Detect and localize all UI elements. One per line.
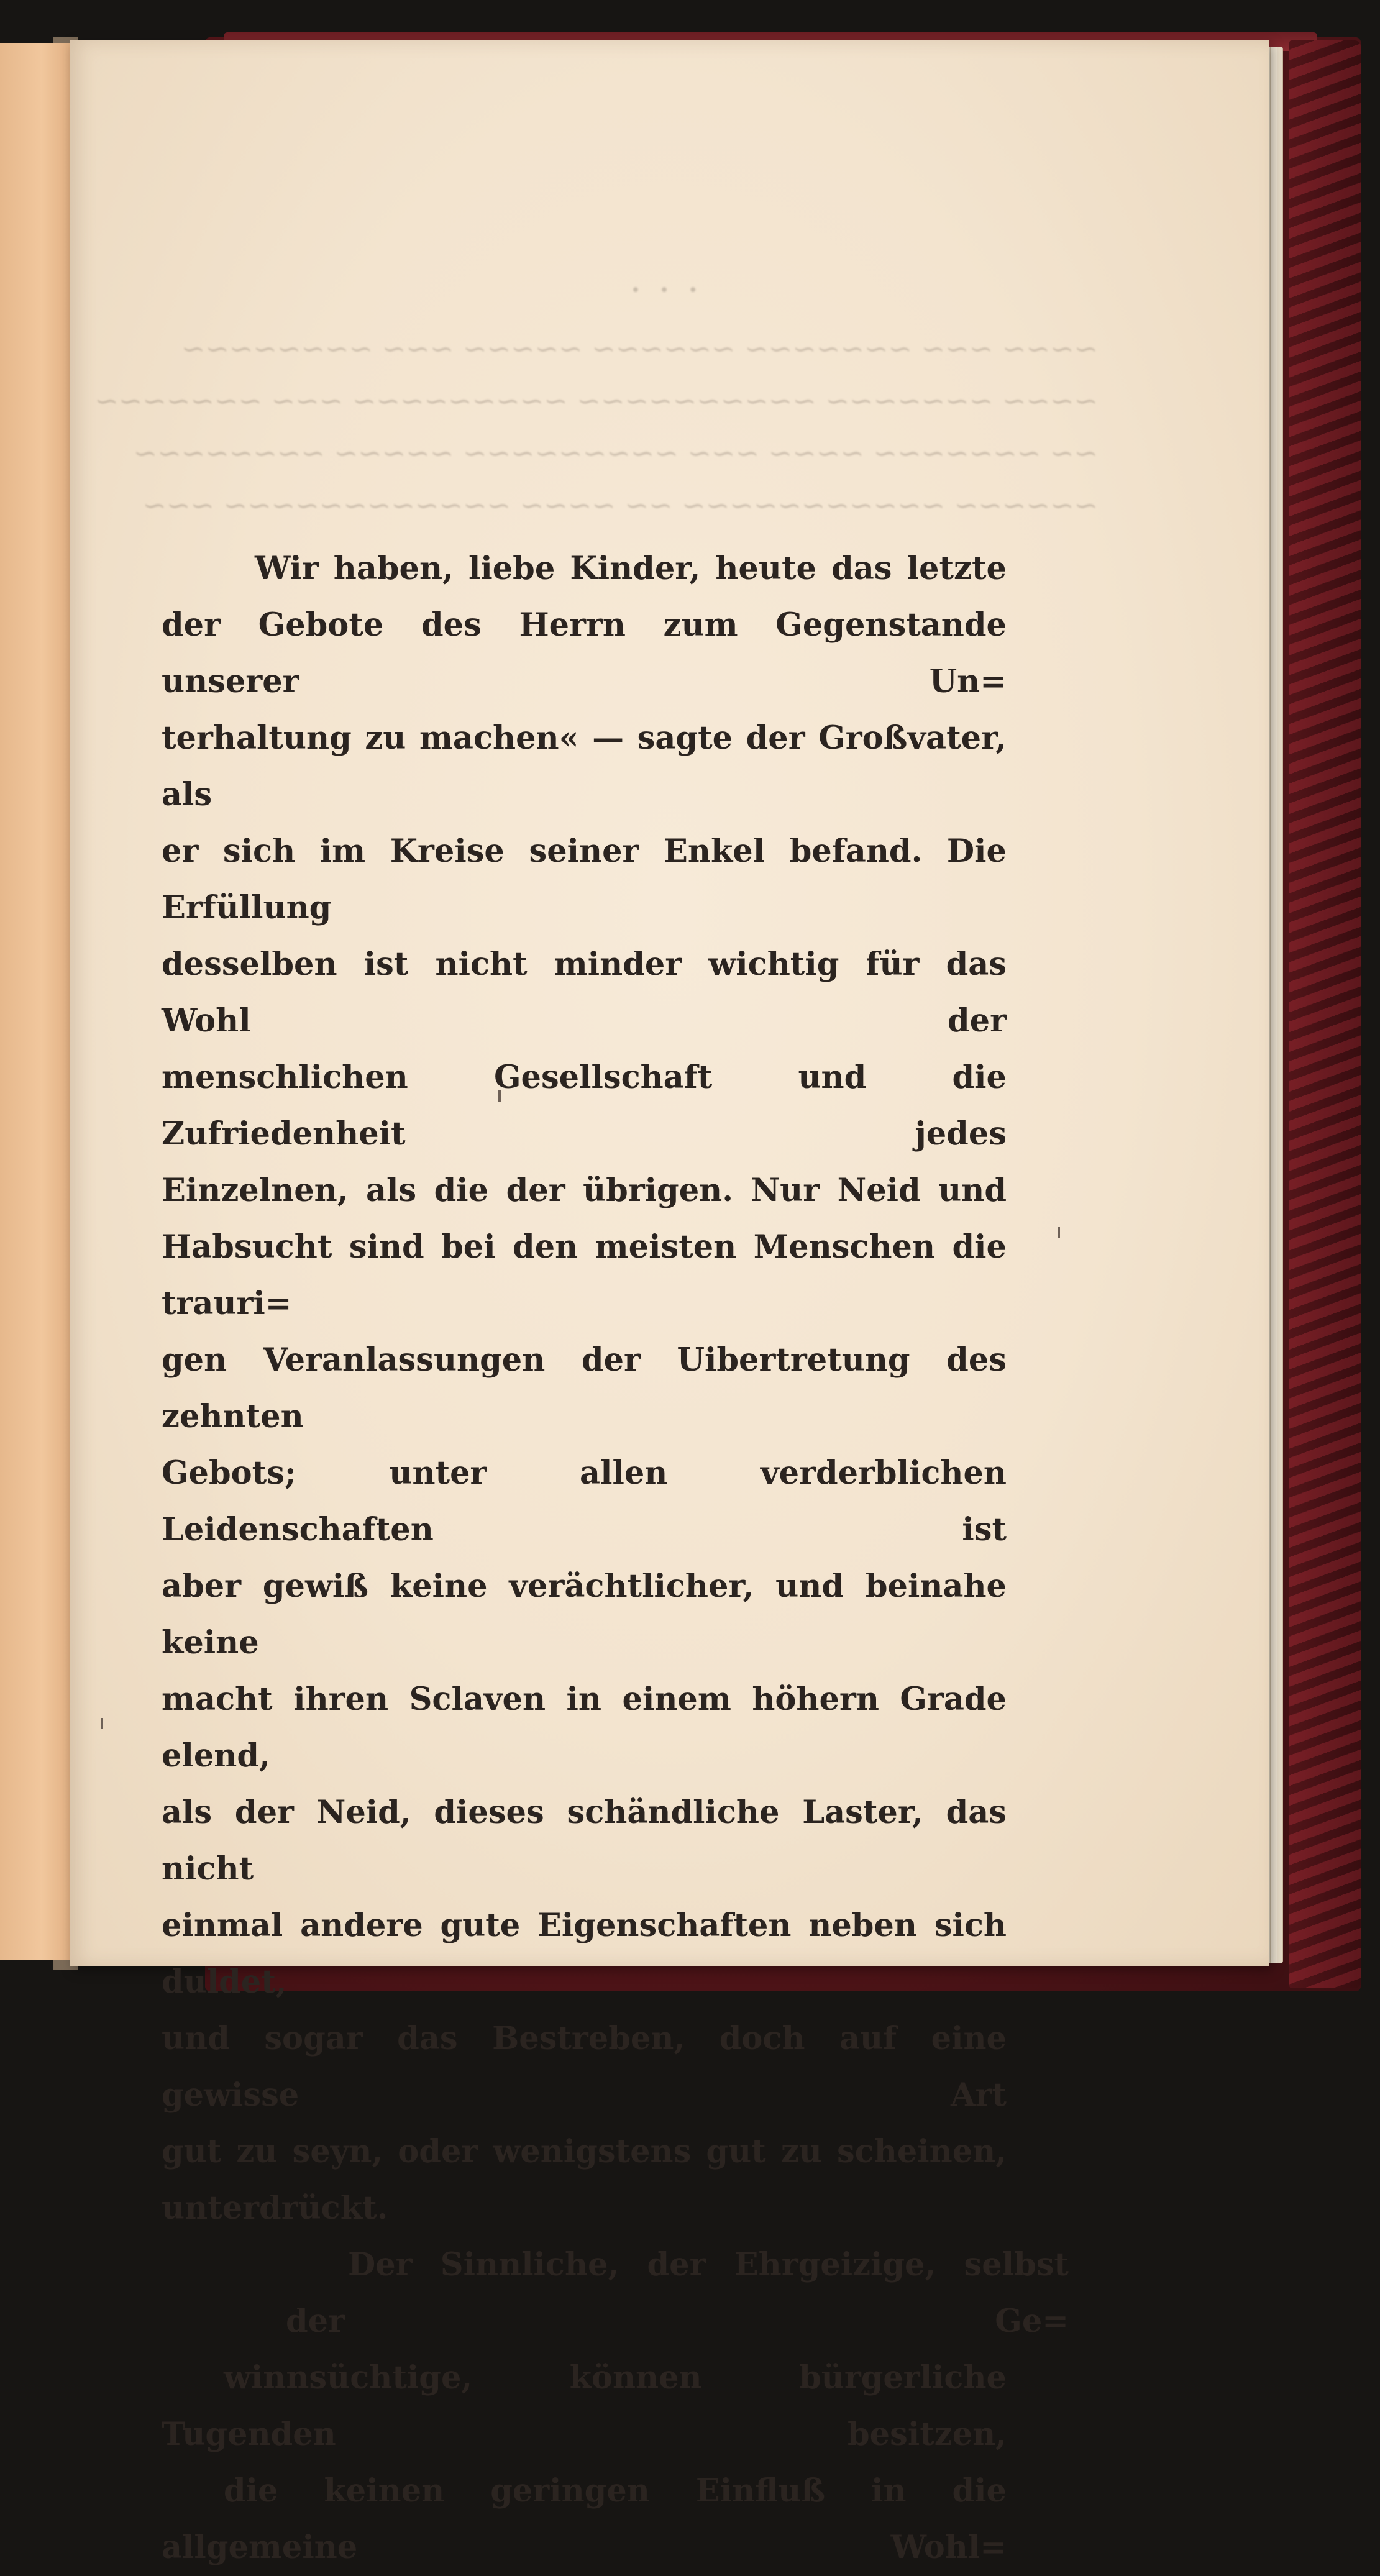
body-text (162, 541, 1069, 2576)
page-speck (101, 1718, 103, 1729)
paragraph-2 (162, 2237, 1069, 2576)
text-line: desselben ist nicht minder wichtig für das Wohl der (162, 946, 1007, 1039)
text-line: aber gewiß keine verächtlicher, und beinahe keine (162, 1568, 1007, 1661)
text-line: Wir haben, liebe Kinder, heute das letzte (255, 550, 1007, 587)
text-line: einmal andere gute Eigenschaften neben sich duldet, (162, 1907, 1007, 2001)
text-line: terhaltung zu machen« — sagte der Großvater, als (162, 719, 1007, 813)
text-line: als der Neid, dieses schändliche Laster, das nicht (162, 1794, 1007, 1888)
text-line: winnsüchtige, können bürgerliche Tugenden besitzen, (162, 2359, 1007, 2453)
text-line: unterdrückt. (162, 2190, 388, 2227)
text-line: menschlichen Gesellschaft und die Zufriedenheit jedes (162, 1059, 1007, 1153)
page-speck (1058, 1227, 1060, 1238)
text-line: Gebots; unter allen verderblichen Leidenschaften ist (162, 1455, 1007, 1548)
text-line: gen Veranlassungen der Uibertretung des zehnten (162, 1341, 1007, 1435)
text-line: Der Sinnliche, der Ehrgeizige, selbst der Ge= (286, 2246, 1069, 2340)
text-line: die keinen geringen Einfluß in die allgemeine Wohl= (162, 2472, 1007, 2566)
bleed-through-text: · · · ~~~~ ~~~ ~~~~~~~ ~~~~~~ ~~~~~ ~~~ ~~~~~~~~ ~~~~ ~~~~~~~ ~~~~~~~~~~ ~~~~~~~~~ ~~~ ~~~~~~~ ~~ ~~~~~~~ ~~~~ ~~~ ~~~~~~~~~ ~~~~~ ~~~~~~~~ ~~~~~~ ~~~~~~~~~~~ ~~ ~~~~ ~~~~~~~~~~~~ ~~~ (94, 268, 1098, 522)
text-line: der Gebote des Herrn zum Gegenstande unserer Un= (162, 606, 1007, 700)
paragraph-1 (162, 541, 1007, 2237)
text-line: gut zu seyn, oder wenigstens gut zu scheinen, (162, 2133, 1007, 2170)
text-line: und sogar das Bestreben, doch auf eine gewisse Art (162, 2020, 1007, 2114)
text-line: er sich im Kreise seiner Enkel befand. Die Erfüllung (162, 833, 1007, 926)
left-page-edge (0, 43, 71, 1960)
text-line: Einzelnen, als die der übrigen. Nur Neid und (162, 1172, 1007, 1209)
text-line: macht ihren Sclaven in einem höhern Grade elend, (162, 1681, 1007, 1774)
cover-right-edge (1289, 40, 1361, 1988)
text-line: Habsucht sind bei den meisten Menschen die trauri= (162, 1228, 1007, 1322)
